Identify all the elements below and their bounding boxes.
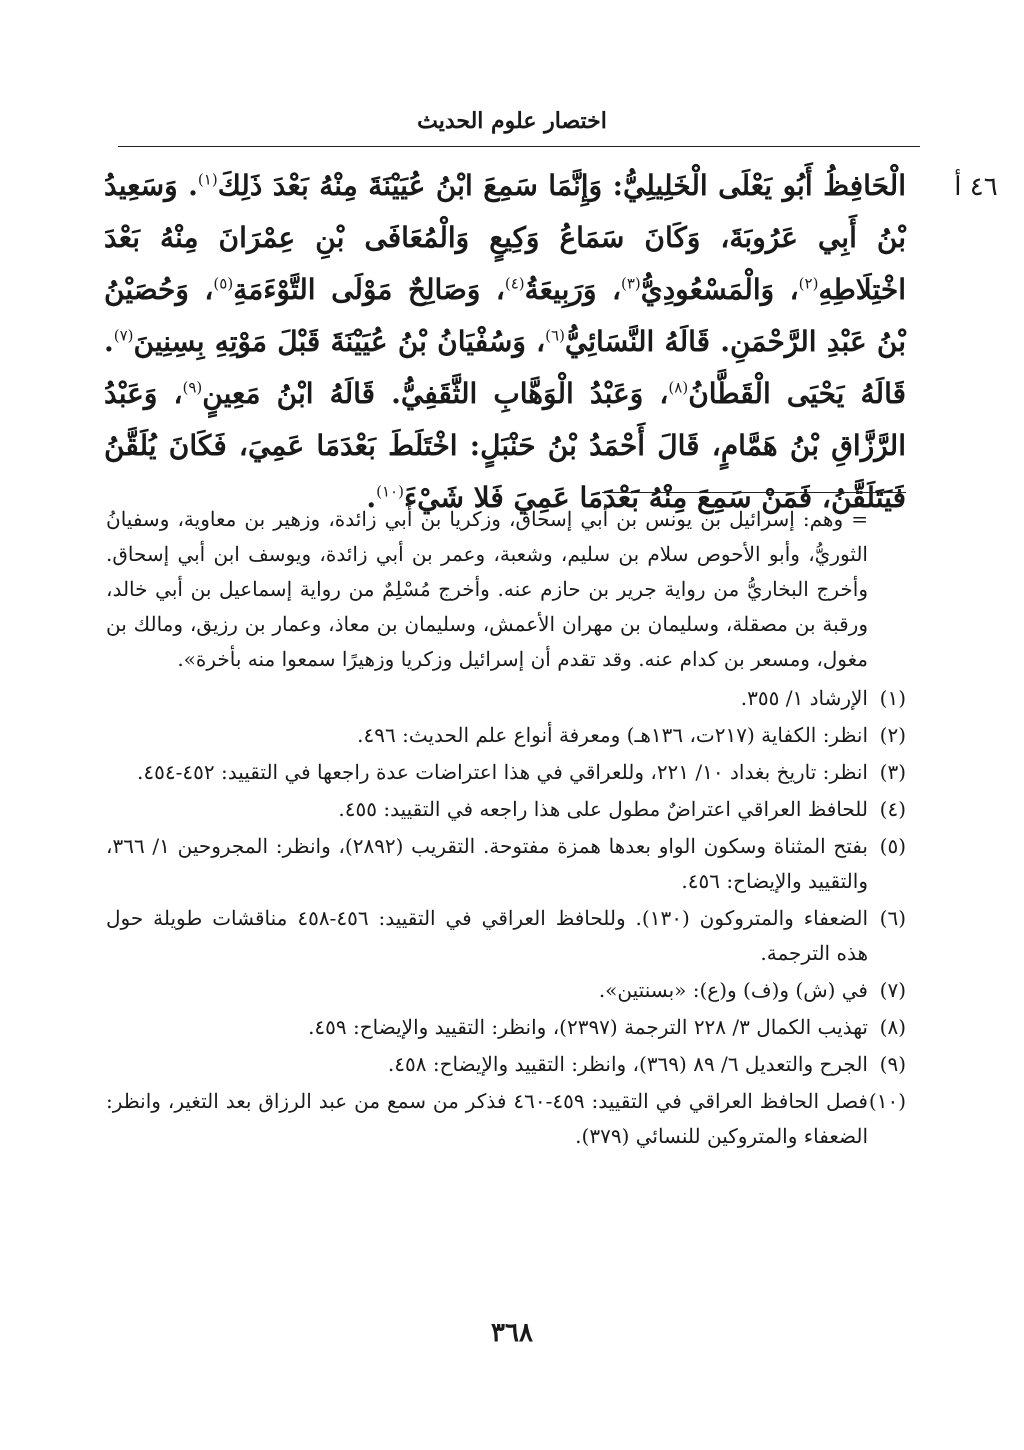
main-segment: ، وَسُفْيَانُ بْنُ عُيَيْنَةَ قَبْلَ مَوْتِهِ بِسِنِينَ <box>133 325 546 358</box>
footnote-text: تهذيب الكمال ٣/ ٢٢٨ الترجمة (٢٣٩٧)، وانظر: التقييد والإيضاح: ٤٥٩. <box>308 1015 868 1039</box>
main-segment: ، وَصَالِحٌ مَوْلَى التَّوْءَمَةِ <box>233 273 505 306</box>
footnote-text: انظر: تاريخ بغداد ١٠/ ٢٢١، وللعراقي في هذا اعتراضات عدة راجعها في التقييد: ٤٥٢-٤٥٤. <box>137 760 868 784</box>
running-head: اختصار علوم الحديث <box>417 108 607 134</box>
footnote-3 <box>106 755 906 790</box>
footnote-number: (٩) <box>879 1052 906 1076</box>
footnote-number: (١) <box>879 686 906 710</box>
main-segment: ، وَعَبْدُ الْوَهَّابِ الثَّقَفِيُّ. قَالَهُ ابْنُ مَعِينٍ <box>202 377 669 410</box>
footnote-6 <box>106 901 906 971</box>
footnote-continuation: = وهم: إسرائيل بن يونس بن أبي إسحاق، وزكريا بن أبي زائدة، وزهير بن معاوية، وسفيانُ الثوريُّ، وأبو الأحوص سلام بن سليم، وشعبة، وعمر بن أبي زائدة، ويوسف ابن أبي إسحاق. وأخرج البخاريُّ من رواية جرير بن حازم عنه. وأخرج مُسْلِمٌ من رواية إسماعيل بن أبي خالد، ورقبة بن مصقلة، وسليمان بن مهران الأعمش، وسليمان بن معاذ، وعمار بن رزيق، ومالك بن مغول، ومسعر بن كدام عنه. وقد تقدم أن إسرائيل وزكريا وزهيرًا سمعوا منه بأخرة». <box>106 507 868 671</box>
main-segment: . وَسَعِيدُ بْنُ أَبِي عَرُوبَةَ، وَكَانَ سَمَاعُ وَكِيعٍ وَالْمُعَافَى بْنِ عِمْرَانَ مِنْهُ بَعْدَ اخْتِلَاطِهِ <box>104 169 906 306</box>
footnote-number: (١٠) <box>868 1089 906 1113</box>
footnote-number: (٢) <box>879 723 906 747</box>
footnote-text: في (ش) و(ف) و(ع): «بسنتين». <box>598 978 868 1002</box>
main-segment: . <box>366 481 377 514</box>
footnote-text: الضعفاء والمتروكون (١٣٠). وللحافظ العراقي في التقييد: ٤٥٦-٤٥٨ مناقشات طويلة حول هذه الترجمة. <box>106 906 868 965</box>
footnote-text: للحافظ العراقي اعتراضٌ مطول على هذا راجعه في التقييد: ٤٥٥. <box>338 797 868 821</box>
footnote-ref: (١٠) <box>376 482 404 501</box>
footnote-ref: (٤) <box>504 274 525 293</box>
footnote-text: انظر: الكفاية (٢١٧ت، ١٣٦هـ) ومعرفة أنواع علم الحديث: ٤٩٦. <box>357 723 868 747</box>
main-segment: الْحَافِظُ أَبُو يَعْلَى الْخَلِيلِيُّ: وَإِنَّمَا سَمِعَ ابْنُ عُيَيْنَةَ مِنْهُ بَعْدَ ذَلِكَ <box>217 169 906 202</box>
footnote-9 <box>106 1047 906 1082</box>
manuscript-folio-marker: ٤٦ أ <box>954 172 998 202</box>
main-segment: ، وَرَبِيعَةُ <box>524 273 621 306</box>
footnote-5 <box>106 829 906 899</box>
footnote-text: الإرشاد ١/ ٣٥٥. <box>740 686 868 710</box>
footnote-2 <box>106 718 906 753</box>
footnote-ref: (٨) <box>668 378 689 397</box>
footnote-number: (٣) <box>879 760 906 784</box>
footnote-number: (٦) <box>879 906 906 930</box>
footnote-10 <box>106 1084 906 1154</box>
footnote-8 <box>106 1010 906 1045</box>
footnote-ref: (١) <box>197 170 218 189</box>
page-number: ٣٦٨ <box>491 1318 533 1348</box>
footnote-rule <box>602 492 906 493</box>
footnote-number: (٤) <box>879 797 906 821</box>
footnote-number: (٥) <box>879 834 906 858</box>
footnote-ref: (٧) <box>113 326 134 345</box>
footnote-ref: (٣) <box>621 274 641 293</box>
footnote-1 <box>106 681 906 716</box>
main-segment: . قَالَهُ يَحْيَى الْقَطَّانُ <box>104 325 906 410</box>
main-segment: ، وَالْمَسْعُودِيُّ <box>640 273 799 306</box>
main-segment: ، وَحُصَيْنُ بْنُ عَبْدِ الرَّحْمَنِ. قَالَهُ النَّسَائِيُّ <box>104 273 906 358</box>
footnote-text: فصل الحافظ العراقي في التقييد: ٤٥٩-٤٦٠ فذكر من سمع من عبد الرزاق بعد التغير، وانظر: الضعفاء والمتروكين للنسائي (٣٧٩). <box>106 1089 868 1148</box>
footnote-ref: (٥) <box>213 274 234 293</box>
footnote-ref: (٢) <box>798 274 819 293</box>
footnote-7 <box>106 973 906 1008</box>
main-segment: ، وَعَبْدُ الرَّزَّاقِ بْنُ هَمَّامٍ، قَالَ أَحْمَدُ بْنُ حَنْبَلٍ: اخْتَلَطَ بَعْدَمَا عَمِيَ، فَكَانَ يُلَقَّنُ فَيَتَلَقَّنُ، فَمَنْ سَمِعَ مِنْهُ بَعْدَمَا عَمِيَ فَلا شَيْءَ <box>104 377 906 514</box>
footnote-ref: (٩) <box>182 378 203 397</box>
footnote-text: بفتح المثناة وسكون الواو بعدها همزة مفتوحة. التقريب (٢٨٩٢)، وانظر: المجروحين ١/ ٣٦٦، والتقييد والإيضاح: ٤٥٦. <box>106 834 868 893</box>
footnote-ref: (٦) <box>545 326 565 345</box>
footnote-number: (٧) <box>879 978 906 1002</box>
footnotes <box>106 502 906 1156</box>
footnote-number: (٨) <box>879 1015 906 1039</box>
main-text <box>104 160 906 524</box>
header-rule <box>118 146 920 147</box>
footnote-text: الجرح والتعديل ٦/ ٨٩ (٣٦٩)، وانظر: التقييد والإيضاح: ٤٥٨. <box>387 1052 868 1076</box>
footnote-4 <box>106 792 906 827</box>
